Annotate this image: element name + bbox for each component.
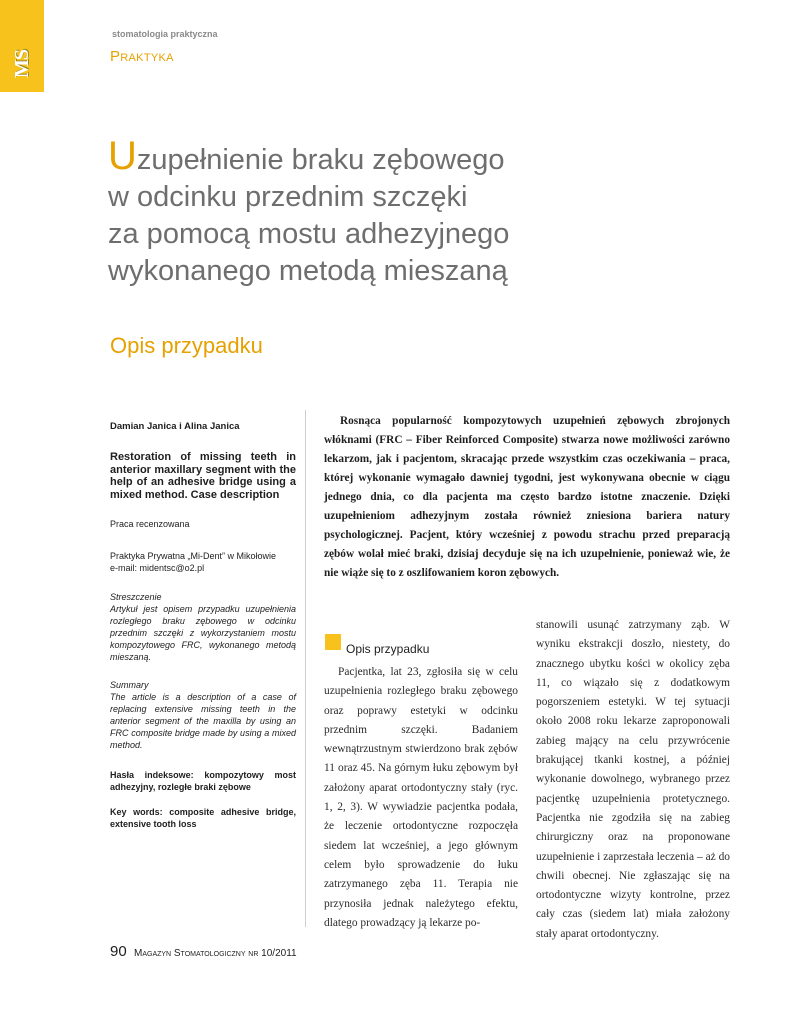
body-column-1 [324, 663, 518, 933]
practice-affiliation: Praktyka Prywatna „Mi-Dent” w Mikołowie [110, 551, 277, 561]
body-paragraph-1: Pacjentka, lat 23, zgłosiła się w celu uzupełnienia rozległego braku zębowego oraz poprawy estetyki w odcinku przednim szczęki. Badaniem wewnątrzustnym stwierdzono brak zębów 11 oraz 45. Na górnym łuku zębowym był założony aparat ortodontyczny stały (ryc. 1, 2, 3). W wywiadzie pacjentka podała, że leczenie ortodontyczne rozpoczęła siedem lat wcześniej, a jego głównym celem było sprowadzenie do łuku zatrzymanego zęba 11. Terapia nie przynosiła jednak należytego efektu, dlatego prowadzący ją lekarze po- [324, 666, 518, 929]
body-column-2 [536, 616, 730, 944]
authors: Damian Janica i Alina Janica [110, 421, 240, 432]
reviewed-note: Praca recenzowana [110, 519, 190, 529]
summary-text: The article is a description of a case of replacing extensive missing teeth in the anterior segment of the maxilla by using an FRC composite bridge made by using a mixed method. [110, 692, 296, 750]
title-initial: U [108, 134, 137, 178]
english-title: Restoration of missing teeth in anterior maxillary segment with the help of an adhesive bridge using a mixed method. Case description [110, 451, 296, 501]
author-email: e-mail: midentsc@o2.pl [110, 563, 205, 573]
title-line-1-rest: zupełnienie braku zębowego [136, 144, 505, 176]
ms-logo: MS [11, 50, 33, 78]
page-number: 90 [110, 943, 127, 960]
article-title [108, 134, 708, 290]
keywords-polish: Hasła indeksowe: kompozytowy most adhezyjny, rozległe braki zębowe [110, 770, 296, 792]
left-sidebar [110, 421, 296, 830]
title-line-3: za pomocą mostu adhezyjnego [108, 218, 510, 250]
title-line-2: w odcinku przednim szczęki [108, 181, 468, 213]
section-heading: Opis przypadku [346, 642, 430, 656]
lead-paragraph [324, 412, 730, 583]
streszczenie-text: Artykuł jest opisem przypadku uzupełnienia rozległego braku zębowego w odcinku przednim szczęki z wykorzystaniem mostu kompozytowego FRC, wykonanego metodą mieszaną. [110, 604, 296, 662]
footer-journal-text: Magazyn Stomatologiczny nr 10/2011 [134, 948, 297, 959]
journal-label: stomatologia praktyczna [112, 29, 218, 39]
keywords-english: Key words: composite adhesive bridge, extensive tooth loss [110, 807, 296, 829]
footer-journal [134, 948, 297, 959]
title-line-4: wykonanego metodą mieszaną [108, 255, 508, 287]
summary-heading: Summary [110, 680, 149, 690]
streszczenie-heading: Streszczenie [110, 592, 162, 602]
body-paragraph-2: stanowili usunąć zatrzymany ząb. W wyniku ekstrakcji doszło, niestety, do znacznego ubytku kości w okolicy zęba 11, co wiązało się z dodatkowym pogorszeniem estetyki. W tej sytuacji około 2008 roku lekarze zaproponowali zabieg mający na celu przywrócenie brakującej tkanki kostnej, a później wykonanie dowolnego, wybranego przez pacjentkę uzupełnienia protetycznego. Pacjentka nie zgodziła się na zabieg chirurgiczny oraz na proponowane uzupełnienie i zaprzestała leczenia – aż do chwili obecnej. Nie zgłaszając się na ortodontyczne wizyty kontrolne, przez cały czas (siedem lat) miała założony stały aparat ortodontyczny. [536, 619, 730, 940]
lead-text: Rosnąca popularność kompozytowych uzupełnień zębowych zbrojonych włóknami (FRC – Fiber Reinforced Composite) stwarza nowe możliwości zarówno lekarzom, jak i pacjentom, skracając przede wszystkim czas oczekiwania – praca, której wykonanie wymagało dawniej tygodni, jest wykonywana obecnie w ciągu jednego dnia, co dla pacjenta ma często bardzo istotne znaczenie. Dzięki uzupełnieniom adhezyjnym została również zniesiona bariera natury psychologicznej. Pacjent, który wcześniej z powodu strachu przed preparacją zębów wolał mieć braki, dzisiaj decyduje się na ich uzupełnienie, ponieważ wie, że nie wiąże się to z oszlifowaniem koron zębowych. [324, 415, 730, 579]
title-line-1 [108, 134, 708, 179]
column-divider [305, 410, 306, 927]
article-subtitle: Opis przypadku [110, 333, 263, 358]
section-label: Praktyka [110, 48, 174, 65]
section-marker-square [325, 634, 341, 650]
